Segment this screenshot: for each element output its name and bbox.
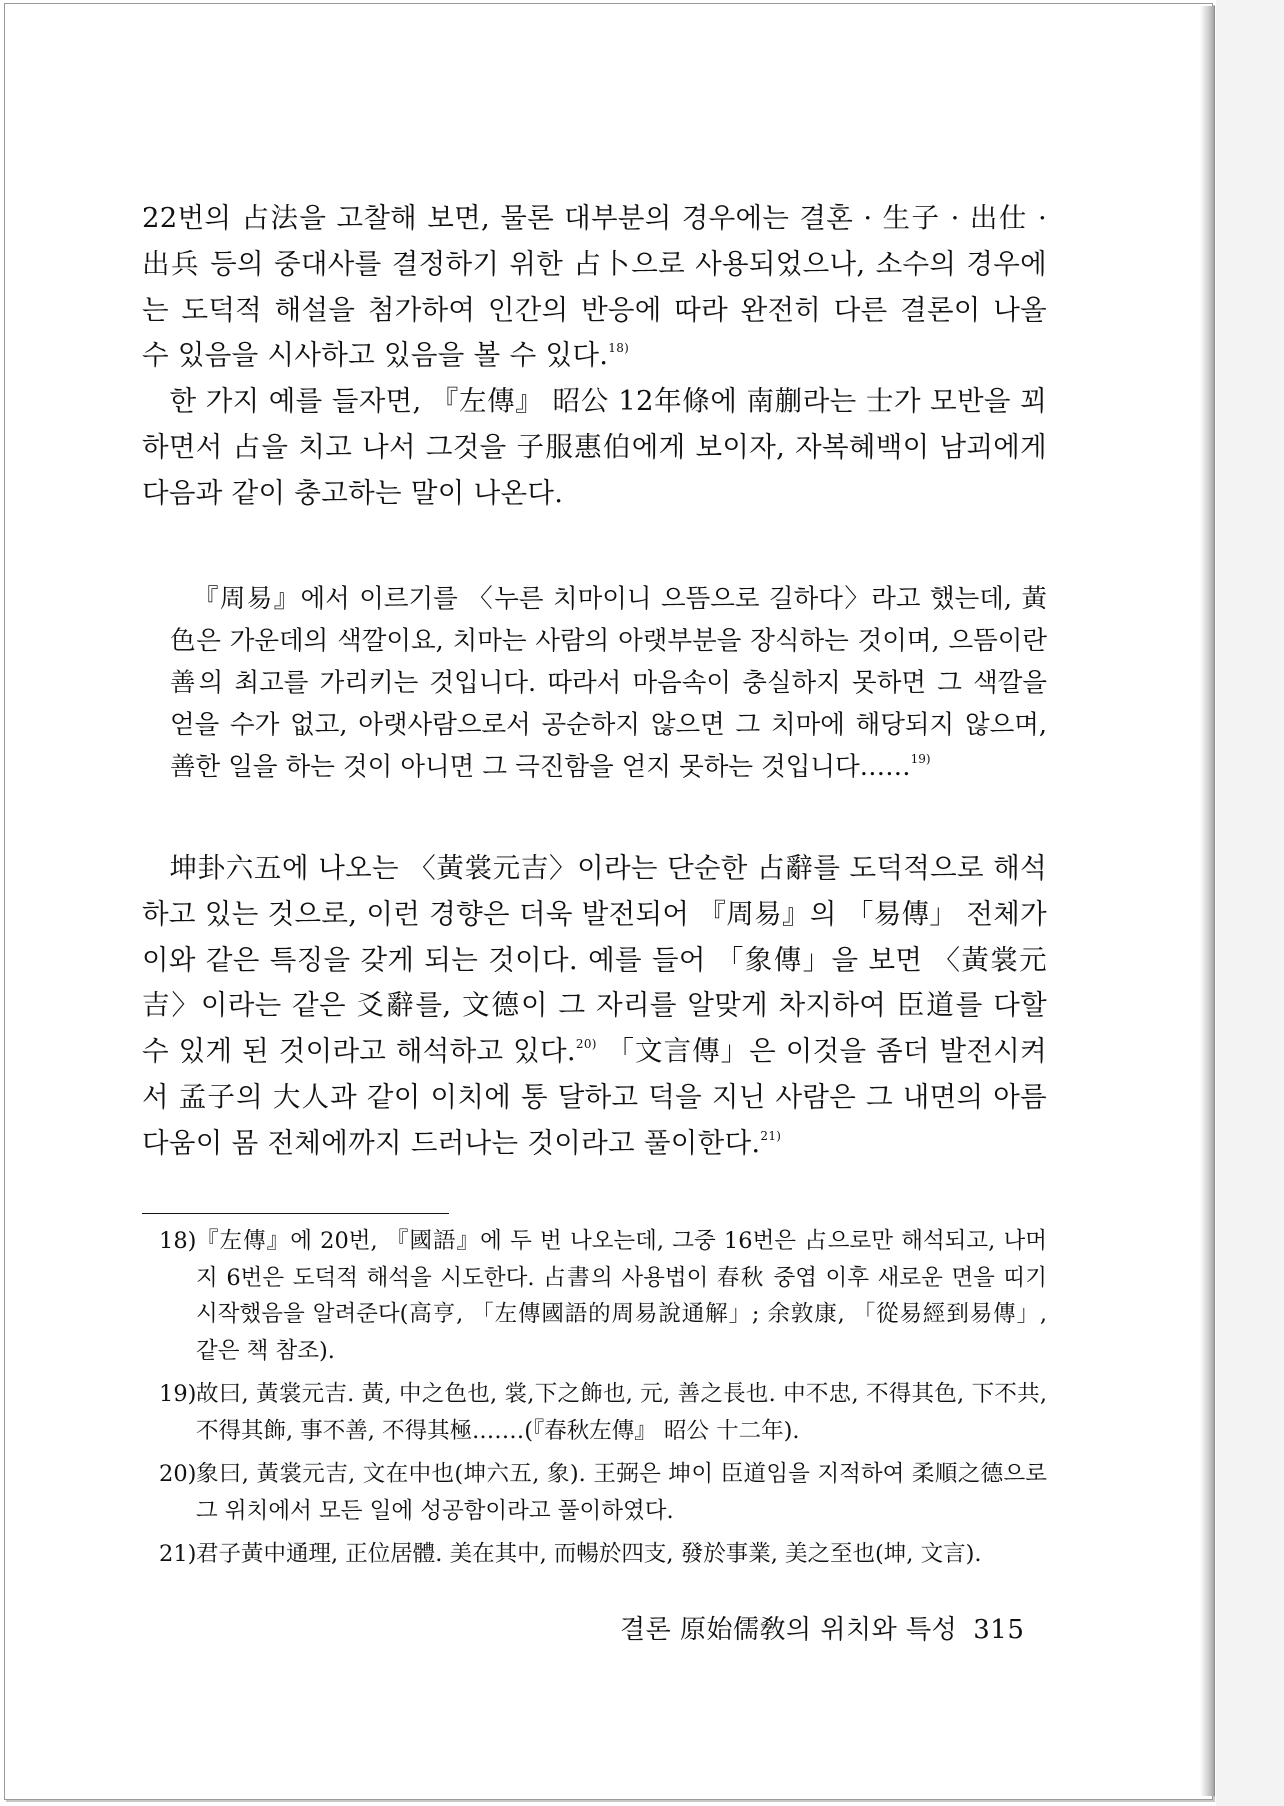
footnote-21: [142, 1536, 1047, 1573]
viewer-background: [1216, 0, 1284, 1806]
footnote-text: 象曰, 黃裳元吉, 文在中也(坤六五, 象). 王弼은 坤이 臣道임을 지적하여 柔順之德으로 그 위치에서 모든 일에 성공함이라고 풀이하였다.: [196, 1461, 1047, 1524]
footnote-number: 18): [159, 1228, 197, 1254]
footnote-number: 19): [159, 1381, 197, 1407]
paragraph-3b-text: 「文言傳」은 이것을 좀더 발전시켜서 孟子의 大人과 같이 이치에 통 달하고 덕을 지닌 사람은 그 내면의 아름다움이 몸 전체에까지 드러나는 것이라고 풀이한다.: [142, 1035, 1048, 1159]
footnote-number: 20): [159, 1461, 197, 1487]
footnote-18: [142, 1223, 1047, 1369]
footnote-ref-21[interactable]: 21): [760, 1128, 782, 1143]
footnote-number: 21): [159, 1541, 197, 1567]
footnote-20: [142, 1456, 1047, 1529]
paragraph-2-text: 한 가지 예를 들자면, 『左傳』 昭公 12年條에 南蒯라는 士가 모반을 꾀하면서 占을 치고 나서 그것을 子服惠伯에게 보이자, 자복혜백이 남괴에게 다음과 같이 충고하는 말이 나온다.: [142, 385, 1047, 509]
quote-text: 『周易』에서 이르기를 〈누른 치마이니 으뜸으로 길하다〉라고 했는데, 黃色은 가운데의 색깔이요, 치마는 사람의 아랫부분을 장식하는 것이며, 으뜸이란 善의 최고를 가리키는 것입니다. 따라서 마음속이 충실하지 못하면 그 색깔을 얻을 수가 없고, 아랫사람으로서 공순하지 않으면 그 치마에 해당되지 않으며, 善한 일을 하는 것이 아니면 그 극진함을 얻지 못하는 것입니다……: [170, 584, 1047, 782]
footnote-text: 君子黃中通理, 正位居體. 美在其中, 而暢於四支, 發於事業, 美之至也(坤, 文言).: [196, 1541, 982, 1567]
running-title: 결론 原始儒敎의 위치와 특성: [620, 1615, 958, 1645]
block-quote: [170, 578, 1047, 788]
page-number: 315: [973, 1615, 1025, 1645]
paragraph-1-text: 22번의 占法을 고찰해 보면, 물론 대부분의 경우에는 결혼 · 生子 · 出仕 · 出兵 등의 중대사를 결정하기 위한 占卜으로 사용되었으나, 소수의 경우에는 도덕적 해설을 첨가하여 인간의 반응에 따라 완전히 다른 결론이 나올 수 있음을 시사하고 있음을 볼 수 있다.: [142, 202, 1047, 372]
footnote-ref-18[interactable]: 18): [608, 341, 630, 356]
footnote-text: 『左傳』에 20번, 『國語』에 두 번 나오는데, 그중 16번은 占으로만 해석되고, 나머지 6번은 도덕적 해석을 시도한다. 占書의 사용법이 春秋 중엽 이후 새로운 면을 띠기 시작했음을 알려준다(高亨, 「左傳國語的周易說通解」; 余敦康, 「從易經到易傳」, 같은 책 참조).: [196, 1228, 1047, 1364]
footnote-ref-20[interactable]: 20): [575, 1037, 597, 1052]
body-paragraph-2: [142, 379, 1047, 516]
footnote-text: 故曰, 黃裳元吉. 黃, 中之色也, 裳,下之飾也, 元, 善之長也. 中不忠, 不得其色, 下不共, 不得其飾, 事不善, 不得其極.……(『春秋左傳』 昭公 十二年).: [196, 1381, 1047, 1444]
footnote-divider: [142, 1213, 449, 1214]
footnotes: [142, 1223, 1047, 1580]
page-edge: [1200, 6, 1215, 1796]
body-paragraph-3: [142, 846, 1047, 1167]
paragraph-3a-text: 坤卦六五에 나오는 〈黃裳元吉〉이라는 단순한 占辭를 도덕적으로 해석하고 있는 것으로, 이런 경향은 더욱 발전되어 『周易』의 「易傳」 전체가 이와 같은 특징을 갖게 되는 것이다. 예를 들어 「象傳」을 보면 〈黃裳元吉〉이라는 같은 爻辭를, 文德이 그 자리를 알맞게 차지하여 臣道를 다할 수 있게 된 것이라고 해석하고 있다.: [142, 852, 1047, 1068]
body-paragraph-1: [142, 196, 1047, 379]
footnote-ref-19[interactable]: 19): [910, 752, 931, 766]
running-footer: [620, 1612, 1024, 1648]
footnote-19: [142, 1376, 1047, 1449]
